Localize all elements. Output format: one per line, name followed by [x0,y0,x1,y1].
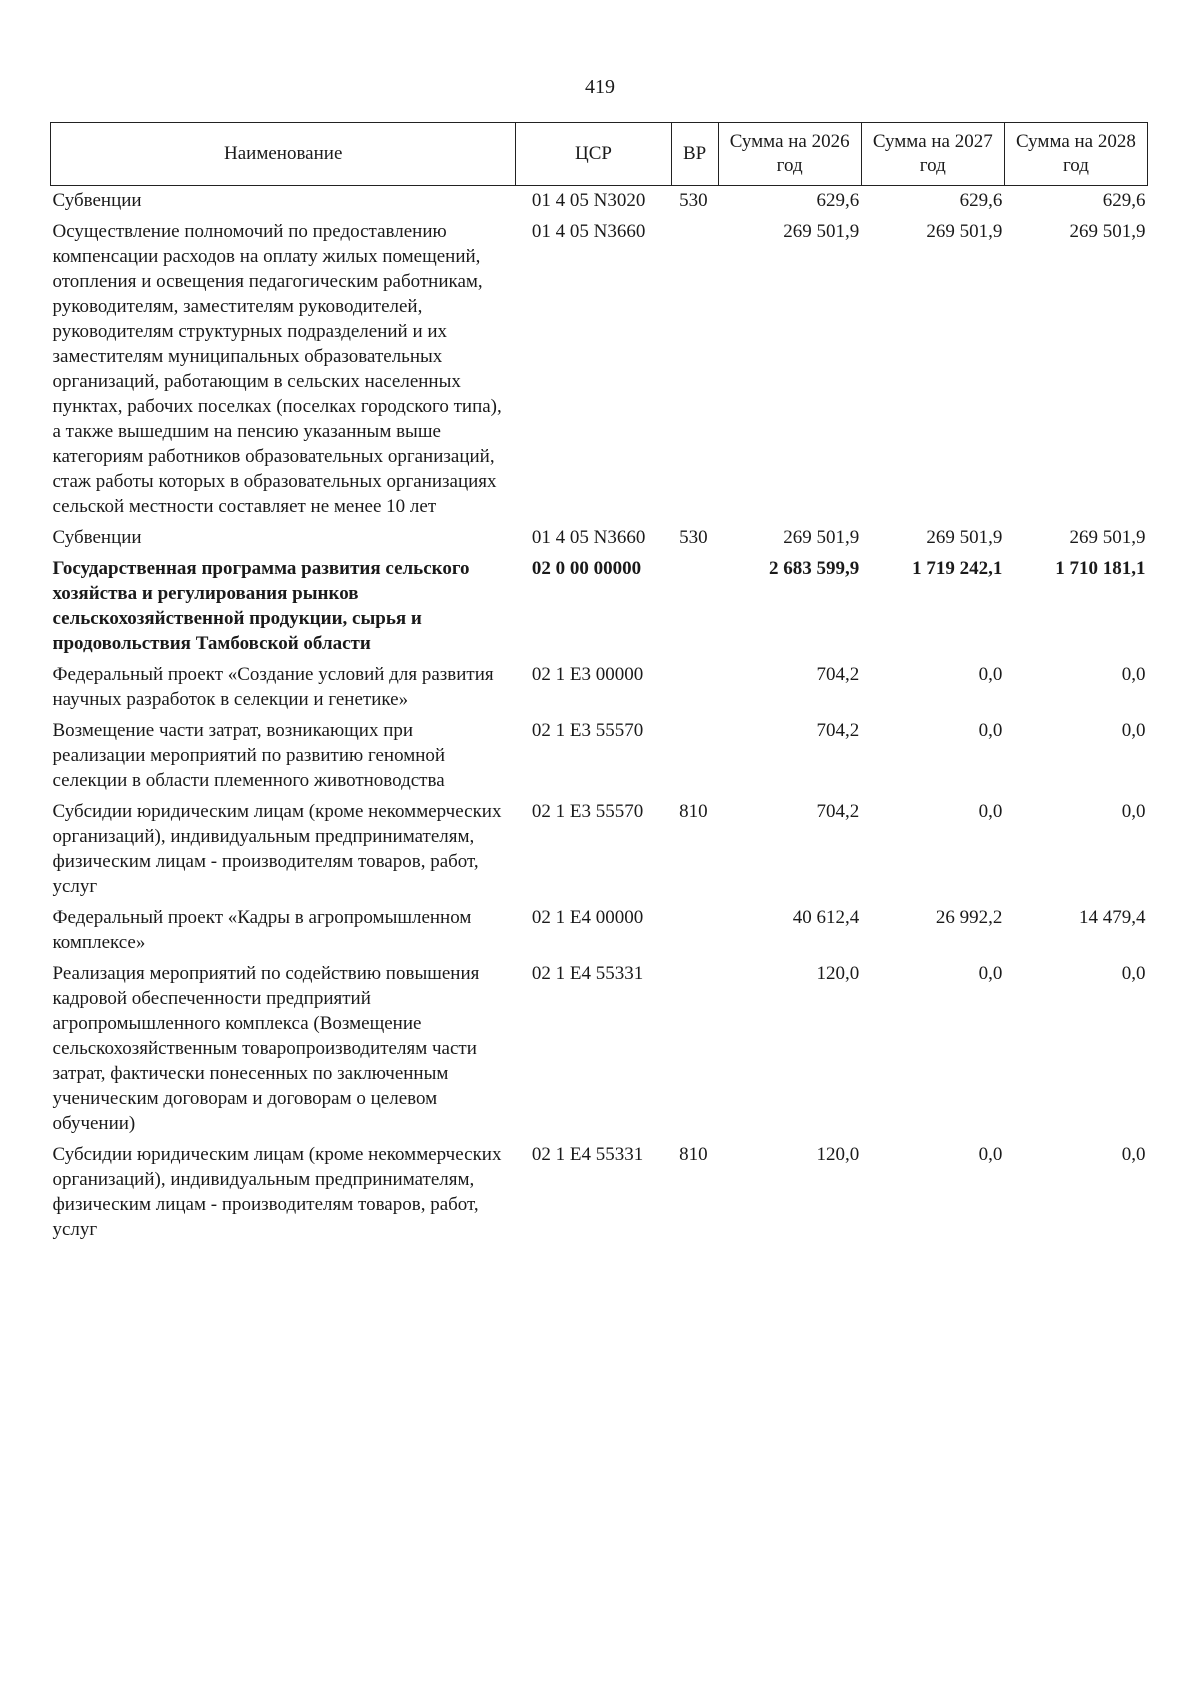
page-number: 419 [585,76,615,98]
header-sum-2027: Сумма на 2027 год [861,123,1004,186]
row-sum-2028: 1 710 181,1 [1055,558,1146,579]
row-sum-2027: 26 992,2 [935,907,1003,928]
table-row [51,523,1148,554]
table-row [51,903,1148,959]
table-row [51,1140,1148,1246]
row-sum-2026: 40 612,4 [792,907,860,928]
row-sum-2027: 0,0 [978,963,1003,984]
table-row [51,716,1148,797]
row-vr [671,217,718,523]
row-sum-2028: 269 501,9 [1069,221,1146,242]
row-sum-2027: 269 501,9 [926,221,1003,242]
row-vr [671,554,718,660]
row-sum-2027: 1 719 242,1 [912,558,1003,579]
header-sum-2028: Сумма на 2028 год [1004,123,1147,186]
table-row-program [51,554,1148,660]
row-sum-2026: 120,0 [816,963,860,984]
row-vr: 810 [679,1144,708,1165]
row-sum-2027: 0,0 [978,801,1003,822]
row-csr: 02 1 E3 55570 [531,801,644,822]
header-sum-2026: Сумма на 2026 год [718,123,861,186]
table-row [51,217,1148,523]
row-sum-2028: 629,6 [1102,190,1146,211]
row-csr: 01 4 05 N3660 [531,527,646,548]
row-name: Реализация мероприятий по содействию повышения кадровой обеспеченности предприятий агропромышленного комплекса (Возмещение сельскохозяйственным товаропроизводителям части затрат, фактически понесенных по заключенным ученическим договорам и договорам о целевом обучении) [52,963,480,1134]
header-vr: ВР [671,123,718,186]
table-header [51,123,1148,186]
row-vr [671,959,718,1140]
header-name: Наименование [51,123,516,186]
row-sum-2028: 14 479,4 [1079,907,1146,928]
row-sum-2026: 269 501,9 [783,527,860,548]
row-vr [671,903,718,959]
row-sum-2026: 704,2 [816,664,860,685]
table-row [51,959,1148,1140]
row-sum-2026: 704,2 [816,801,860,822]
header-csr: ЦСР [516,123,671,186]
table-row [51,186,1148,218]
row-sum-2027: 0,0 [978,720,1003,741]
table-row [51,660,1148,716]
row-name: Государственная программа развития сельского хозяйства и регулирования рынков сельскохозяйственной продукции, сырья и продовольствия Тамбовской области [52,558,470,654]
row-vr: 810 [679,801,708,822]
row-sum-2028: 0,0 [1121,664,1146,685]
row-sum-2026: 269 501,9 [783,221,860,242]
table-body [51,186,1148,1247]
row-sum-2027: 269 501,9 [926,527,1003,548]
row-sum-2027: 629,6 [959,190,1003,211]
row-name: Осуществление полномочий по предоставлению компенсации расходов на оплату жилых помещений, отопления и освещения педагогическим работникам, руководителям, заместителям руководителей, руководителям структурных подразделений и их заместителям муниципальных образовательных организаций, работающим в сельских населенных пунктах, рабочих поселках (поселках городского типа), а также вышедшим на пенсию указанным выше категориям работников образовательных организаций, стаж работы которых в образовательных организациях сельской местности составляет не менее 10 лет [52,221,502,517]
row-name: Федеральный проект «Создание условий для развития научных разработок в селекции и генетике» [52,664,494,710]
row-sum-2028: 0,0 [1121,1144,1146,1165]
table-row [51,797,1148,903]
row-csr: 02 1 E4 55331 [531,963,644,984]
row-name: Субвенции [52,527,142,548]
row-sum-2028: 0,0 [1121,720,1146,741]
row-sum-2026: 704,2 [816,720,860,741]
row-name: Субсидии юридическим лицам (кроме некоммерческих организаций), индивидуальным предпринимателям, физическим лицам - производителям товаров, работ, услуг [52,1144,502,1240]
row-sum-2028: 0,0 [1121,963,1146,984]
row-csr: 02 1 E4 00000 [531,907,644,928]
row-name: Федеральный проект «Кадры в агропромышленном комплексе» [52,907,472,953]
row-sum-2027: 0,0 [978,1144,1003,1165]
row-sum-2026: 629,6 [816,190,860,211]
row-name: Субвенции [52,190,142,211]
row-csr: 02 0 00 00000 [531,558,642,579]
row-name: Возмещение части затрат, возникающих при реализации мероприятий по развитию геномной селекции в области племенного животноводства [52,720,446,791]
row-sum-2028: 0,0 [1121,801,1146,822]
row-vr [671,716,718,797]
row-sum-2026: 2 683 599,9 [768,558,860,579]
budget-table [50,122,1148,1246]
row-vr: 530 [679,527,708,548]
row-vr: 530 [679,190,708,211]
row-csr: 01 4 05 N3020 [531,190,646,211]
row-name: Субсидии юридическим лицам (кроме некоммерческих организаций), индивидуальным предпринимателям, физическим лицам - производителям товаров, работ, услуг [52,801,502,897]
row-csr: 02 1 E3 00000 [531,664,644,685]
row-sum-2026: 120,0 [816,1144,860,1165]
row-csr: 02 1 E3 55570 [531,720,644,741]
row-sum-2028: 269 501,9 [1069,527,1146,548]
row-sum-2027: 0,0 [978,664,1003,685]
row-vr [671,660,718,716]
row-csr: 02 1 E4 55331 [531,1144,644,1165]
row-csr: 01 4 05 N3660 [531,221,646,242]
